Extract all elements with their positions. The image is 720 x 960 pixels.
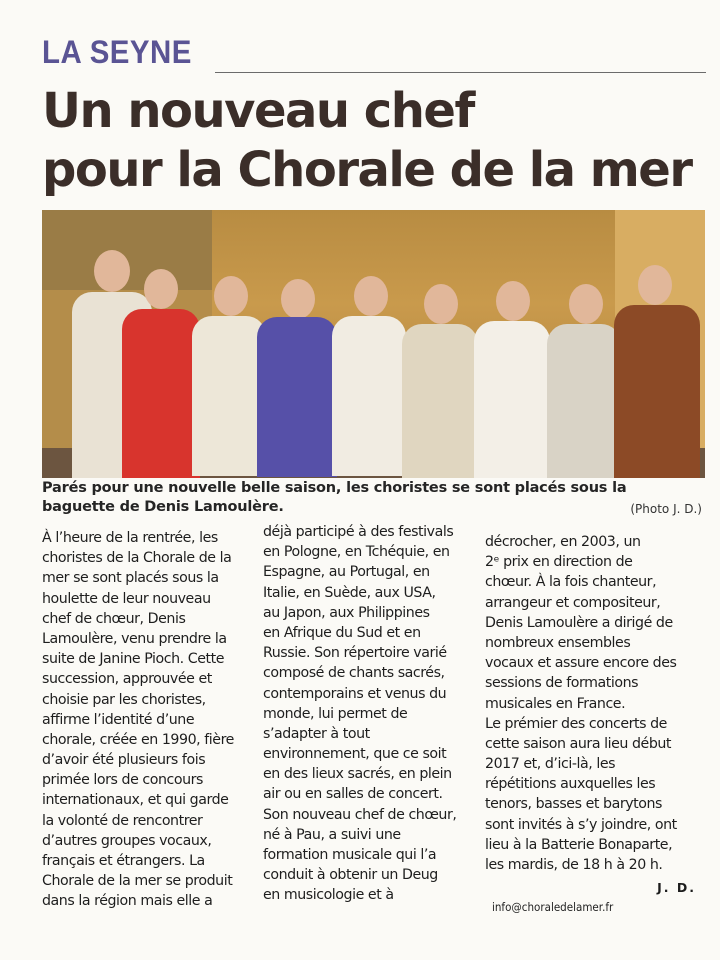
- article-line: répétitions auxquelles les: [485, 776, 656, 793]
- article-line: d’avoir été plusieurs fois: [42, 752, 206, 769]
- article-line: Italie, en Suède, aux USA,: [263, 584, 436, 601]
- article-column-2: [263, 522, 475, 906]
- article-line: musicales en France.: [485, 695, 626, 712]
- headline: [42, 82, 692, 200]
- article-line: les mardis, de 18 h à 20 h.: [485, 857, 663, 873]
- headline-line-2: pour la Chorale de la mer: [42, 142, 692, 198]
- caption-line-2: baguette de Denis Lamoulère.: [42, 499, 284, 515]
- article-line: sessions de formations: [485, 675, 639, 692]
- article-column-3: [485, 532, 707, 875]
- article-line: arrangeur et compositeur,: [485, 594, 661, 611]
- article-line: en des lieux sacrés, en plein: [263, 766, 452, 783]
- article-line: conduit à obtenir un Deug: [263, 867, 438, 884]
- choir-group-photo: [42, 210, 705, 478]
- article-line: chef de chœur, Denis: [42, 610, 186, 627]
- article-line: décrocher, en 2003, un: [485, 534, 641, 550]
- article-line: Lamoulère, venu prendre la: [42, 630, 227, 647]
- article-line: en Pologne, en Tchéquie, en: [263, 544, 450, 561]
- article-line: choristes de la Chorale de la: [42, 550, 232, 567]
- article-line: monde, lui permet de: [263, 705, 408, 722]
- article-line: au Japon, aux Philippines: [263, 604, 430, 621]
- article-line: contemporains et venus du: [263, 685, 447, 702]
- article-line: Espagne, au Portugal, en: [263, 564, 430, 581]
- article-line: composé de chants sacrés,: [263, 665, 445, 682]
- article-line: choisie par les choristes,: [42, 691, 206, 708]
- article-line: affirme l’identité d’une: [42, 711, 195, 728]
- article-line: air ou en salles de concert.: [263, 786, 443, 803]
- article-line: 2ᵉ prix en direction de: [485, 554, 633, 571]
- article-line: en Afrique du Sud et en: [263, 624, 421, 641]
- article-line: vocaux et assure encore des: [485, 655, 677, 672]
- article-line: sont invités à s’y joindre, ont: [485, 816, 677, 833]
- article-line: Russie. Son répertoire varié: [263, 645, 447, 662]
- section-rule: [215, 72, 706, 73]
- contact-email: info@choraledelamer.fr: [492, 900, 614, 914]
- article-line: À l’heure de la rentrée, les: [42, 530, 218, 546]
- article-line: dans la région mais elle a: [42, 893, 213, 910]
- article-line: en musicologie et à: [263, 887, 394, 904]
- article-line: s’adapter à tout: [263, 725, 370, 742]
- article-line: 2017 et, d’ici-là, les: [485, 756, 616, 773]
- article-line: nombreux ensembles: [485, 634, 631, 651]
- article-line: primée lors de concours: [42, 772, 203, 789]
- photo-credit: (Photo J. D.): [630, 502, 702, 516]
- article-line: né à Pau, a suivi une: [263, 826, 401, 843]
- article-line: houlette de leur nouveau: [42, 590, 211, 607]
- section-label: LA SEYNE: [42, 34, 192, 70]
- article-line: Denis Lamoulère a dirigé de: [485, 614, 673, 631]
- headline-line-1: Un nouveau chef: [42, 83, 474, 139]
- article-line: la volonté de rencontrer: [42, 812, 203, 829]
- article-line: Le prémier des concerts de: [485, 715, 667, 732]
- article-line: d’autres groupes vocaux,: [42, 832, 212, 849]
- article-line: Son nouveau chef de chœur,: [263, 806, 457, 823]
- article-line: Chorale de la mer se produit: [42, 873, 233, 890]
- photo-caption: [42, 479, 705, 517]
- article-line: internationaux, et qui garde: [42, 792, 229, 809]
- article-column-1: [42, 528, 247, 912]
- article-line: succession, approuvée et: [42, 671, 212, 688]
- article-line: chœur. À la fois chanteur,: [485, 574, 657, 591]
- article-line: mer se sont placés sous la: [42, 570, 219, 587]
- caption-line-1: Parés pour une nouvelle belle saison, les choristes se sont placés sous la: [42, 480, 627, 496]
- article-line: déjà participé à des festivals: [263, 524, 454, 540]
- article-line: suite de Janine Pioch. Cette: [42, 651, 224, 668]
- article-line: formation musicale qui l’a: [263, 847, 437, 863]
- author-signature: J. D.: [657, 880, 696, 895]
- article-line: tenors, basses et barytons: [485, 796, 662, 813]
- article-line: français et étrangers. La: [42, 853, 205, 869]
- article-line: lieu à la Batterie Bonaparte,: [485, 836, 673, 853]
- article-line: environnement, que ce soit: [263, 746, 447, 763]
- article-line: chorale, créée en 1990, fière: [42, 731, 234, 748]
- article-line: cette saison aura lieu début: [485, 735, 672, 752]
